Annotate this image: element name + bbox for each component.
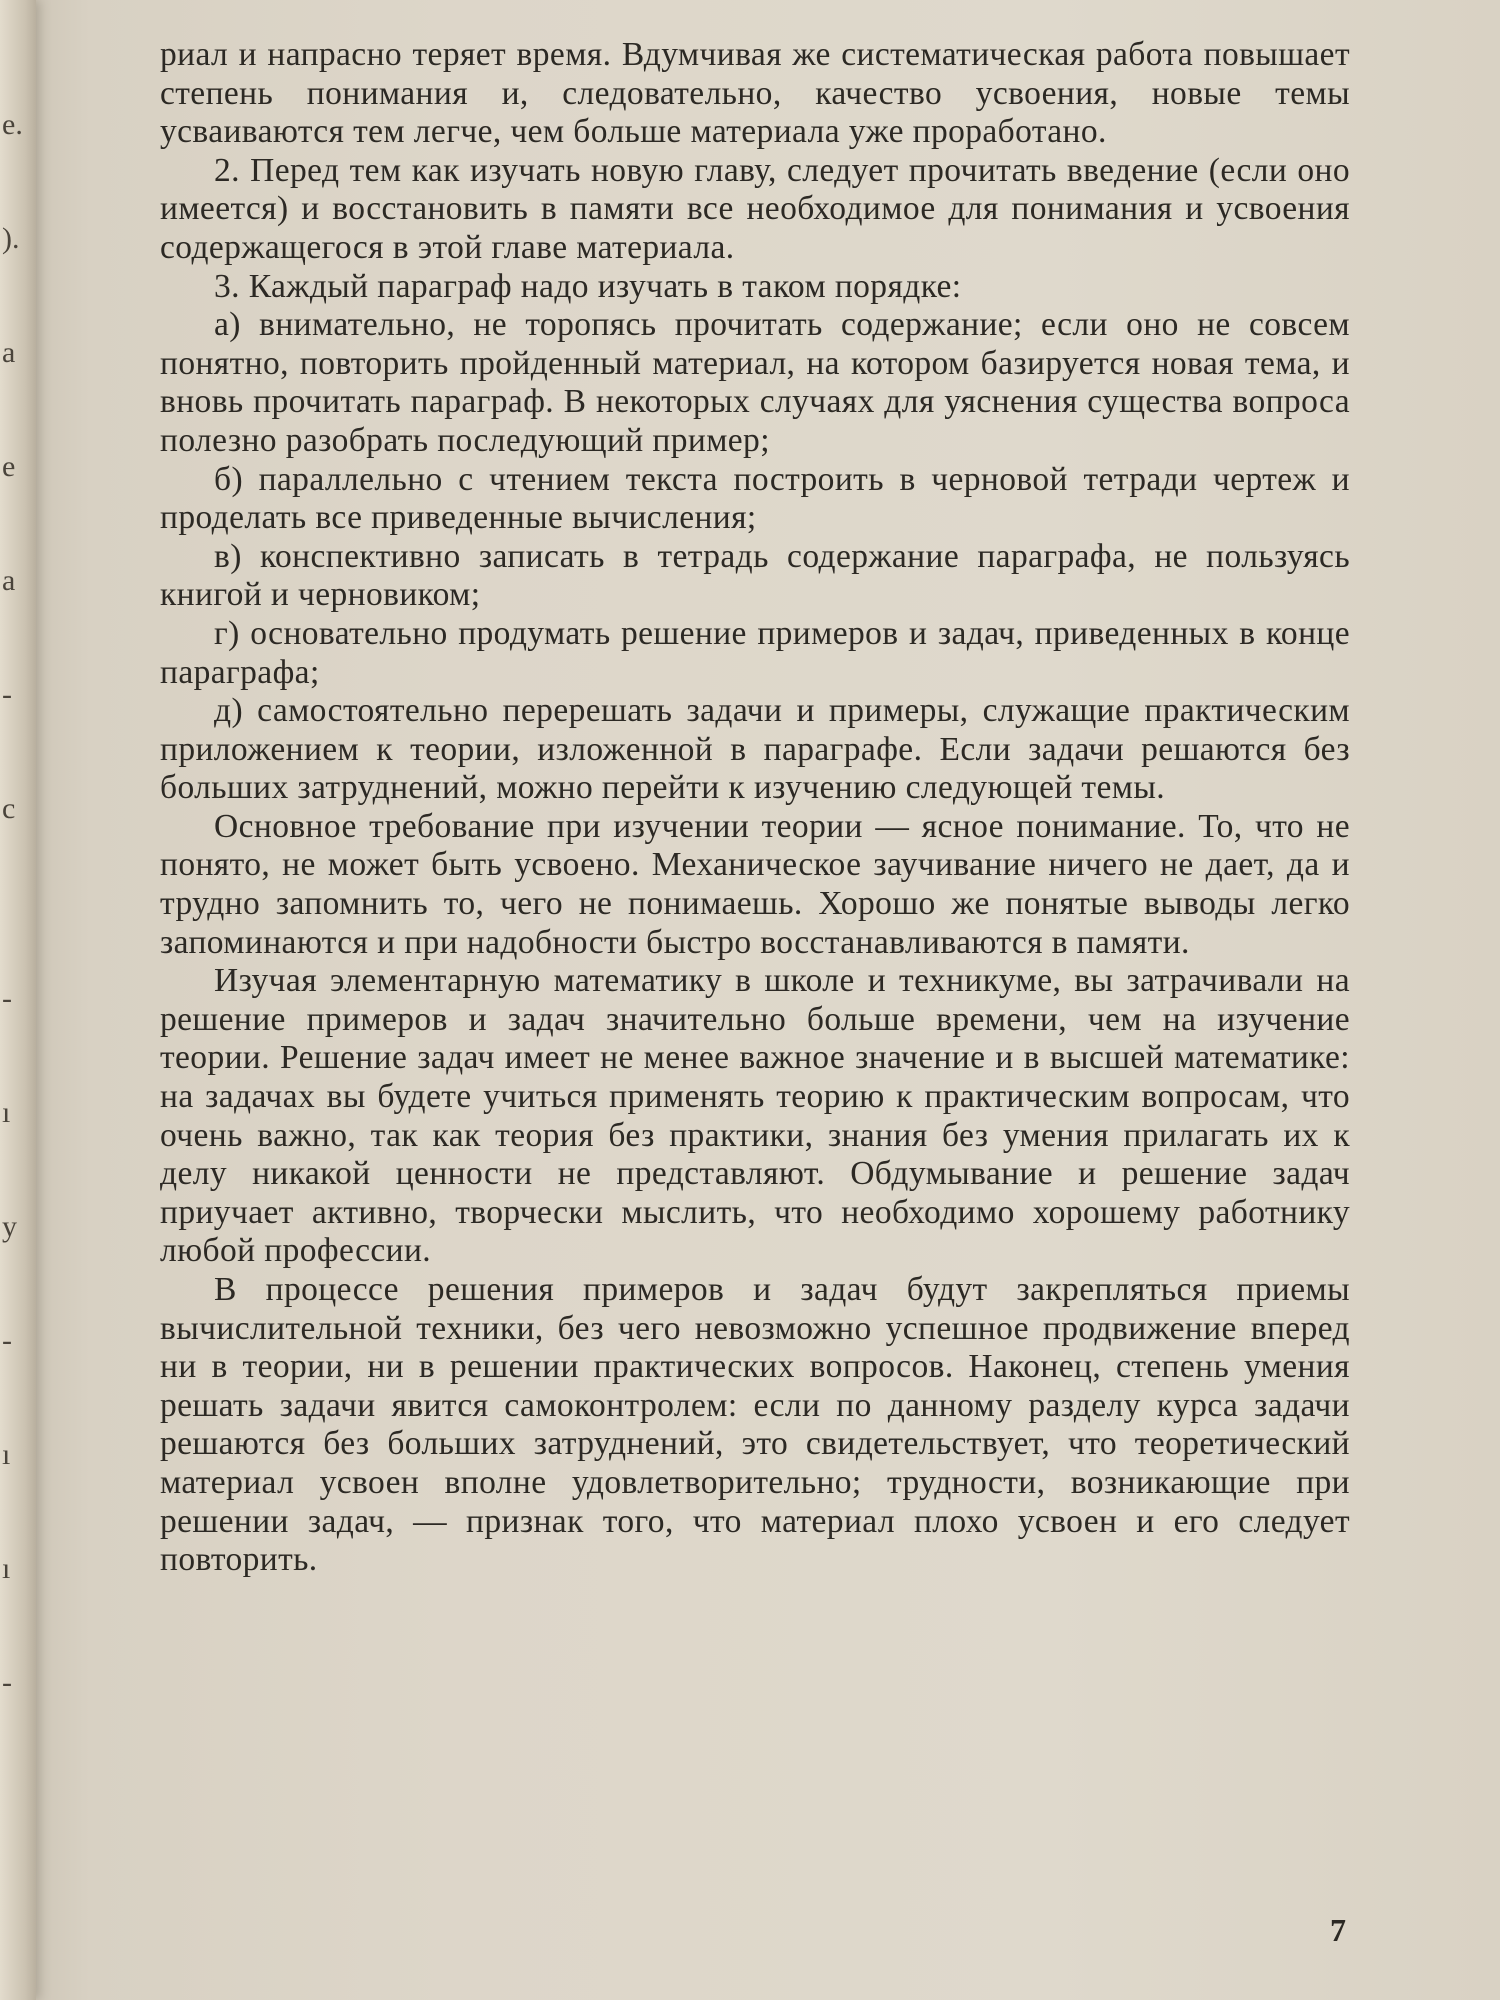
page-number: 7 bbox=[1330, 1912, 1346, 1948]
left-fragment-line: - bbox=[2, 1666, 12, 1699]
list-item-b: б) параллельно с чтением текста построить в черновой тетради чертеж и проделать все приведенные вычисления; bbox=[160, 460, 1350, 537]
left-fragment-line: ı bbox=[2, 1438, 11, 1471]
left-fragment-line: ). bbox=[2, 222, 20, 255]
paragraph-continuation: риал и напрасно теряет время. Вдумчивая же систематическая работа повышает степень понимания и, следовательно, качество усвоения, новые темы усваиваются тем легче, чем больше материала уже проработано. bbox=[160, 36, 1350, 151]
paragraph-problems: Изучая элементарную математику в школе и техникуме, вы затрачивали на решение примеров и задач значительно больше времени, чем на изучение теории. Решение задач имеет не менее важное значение и в высшей математике: на задачах вы будете учиться применять теорию к практическим вопросам, что очень важно, так как теория без практики, знания без умения прилагать их к делу никакой ценности не представляют. Обдумывание и решение задач приучает активно, творчески мыслить, что необходимо хорошему работнику любой профессии. bbox=[160, 962, 1350, 1270]
left-page-fragment bbox=[2, 30, 22, 1740]
left-fragment-line: - bbox=[2, 678, 12, 711]
paragraph-step-2: 2. Перед тем как изучать новую главу, следует прочитать введение (если оно имеется) и восстановить в памяти все необходимое для понимания и усвоения содержащегося в этой главе материала. bbox=[160, 151, 1350, 266]
left-fragment-line: с bbox=[2, 792, 16, 825]
paragraph-self-control: В процессе решения примеров и задач будут закрепляться приемы вычислительной техники, без чего невозможно успешное продвижение вперед ни в теории, ни в решении практических вопросов. Наконец, степень умения решать задачи явится самоконтролем: если по данному разделу курса задачи решаются без больших затруднений, это свидетельствует, что теоретический материал усвоен вполне удовлетворительно; трудности, возникающие при решении задач, — признак того, что материал плохо усвоен и его следует повторить. bbox=[160, 1271, 1350, 1579]
left-fragment-line: а bbox=[2, 564, 16, 597]
list-item-g: г) основательно продумать решение примеров и задач, приведенных в конце параграфа; bbox=[160, 614, 1350, 691]
paragraph-theory: Основное требование при изучении теории — ясное понимание. То, что не понято, не может быть усвоено. Механическое заучивание ничего не дает, да и трудно запомнить то, чего не понимаешь. Хорошо же понятые выводы легко запоминаются и при надобности быстро восстанавливаются в памяти. bbox=[160, 807, 1350, 961]
left-fragment-line: а bbox=[2, 336, 16, 369]
list-item-a: а) внимательно, не торопясь прочитать содержание; если оно не совсем понятно, повторить пройденный материал, на котором базируется новая тема, и вновь прочитать параграф. В некоторых случаях для уяснения существа вопроса полезно разобрать последующий пример; bbox=[160, 306, 1350, 459]
page-body bbox=[160, 36, 1350, 1580]
left-fragment-line: е. bbox=[2, 108, 23, 141]
left-fragment-line: у bbox=[2, 1210, 17, 1243]
left-fragment-line: - bbox=[2, 982, 12, 1015]
paragraph-step-3: 3. Каждый параграф надо изучать в таком порядке: bbox=[214, 267, 962, 305]
list-item-d: д) самостоятельно перерешать задачи и примеры, служащие практическим приложением к теории, изложенной в параграфе. Если задачи решаются без больших затруднений, можно перейти к изучению следующей темы. bbox=[160, 692, 1350, 807]
left-fragment-line: ı bbox=[2, 1552, 11, 1585]
list-item-v: в) конспективно записать в тетрадь содержание параграфа, не пользуясь книгой и черновиком; bbox=[160, 537, 1350, 614]
left-fragment-line: ı bbox=[2, 1096, 11, 1129]
left-fragment-line: е bbox=[2, 450, 16, 483]
left-fragment-line: - bbox=[2, 1324, 12, 1357]
